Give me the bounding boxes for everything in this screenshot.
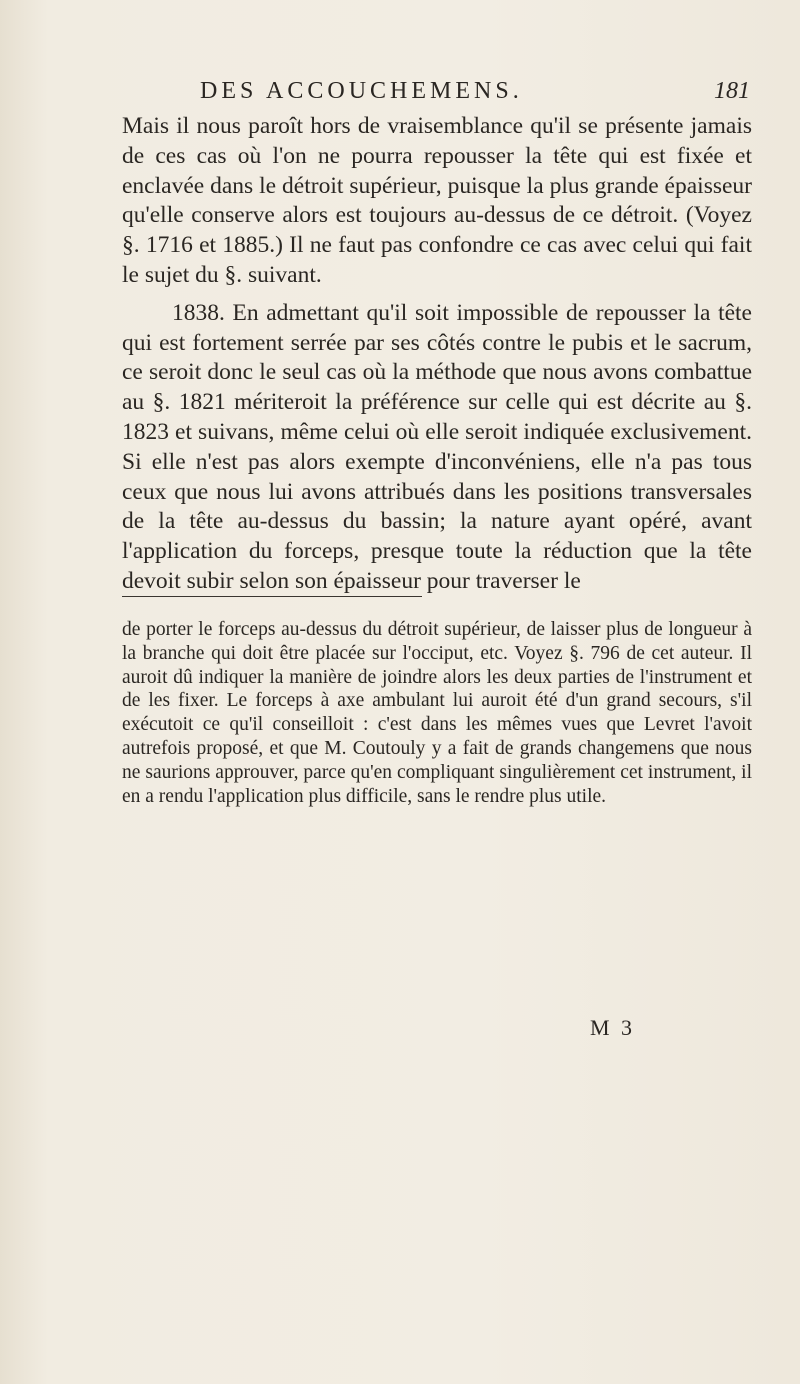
footnote-rule [122, 596, 422, 597]
main-text [122, 112, 752, 597]
footnote-text: de porter le forceps au-dessus du détroit supérieur, de laisser plus de longueur à la branche qui doit être placée sur l'occiput, etc. Voyez §. 796 de cet auteur. Il auroit dû indiquer la manière de joindre alors les deux parties de l'instrument et de les fixer. Le forceps à axe ambulant lui auroit été d'un grand secours, s'il exécutoit ce qu'il conseilloit : c'est dans les mêmes vues que Levret l'avoit autrefois proposé, et que M. Coutouly y a fait de grands changemens que nous ne saurions approuver, parce qu'en compliquant singulièrement cet instrument, il en a rendu l'application plus difficile, sans le rendre plus utile. [122, 619, 752, 807]
page-header [130, 78, 750, 110]
running-title: DES ACCOUCHEMENS. [200, 78, 523, 104]
paragraph-2: 1838. En admettant qu'il soit impossible de repousser la tête qui est fortement serrée par ses côtés contre le pubis et le sacrum, ce seroit donc le seul cas où la méthode que nous avons combattue au §. 1821 mériteroit la préférence sur celle qui est décrite au §. 1823 et suivans, même celui où elle seroit indiquée exclusivement. Si elle n'est pas alors exempte d'inconvéniens, elle n'a pas tous ceux que nous lui avons attribués dans les positions transversales de la tête au-dessus du bassin; la nature ayant opéré, avant l'application du forceps, presque toute la réduction que la tête devoit subir selon son épaisseur pour traverser le [122, 299, 752, 594]
signature-mark: M 3 [590, 1015, 636, 1040]
paragraph-1: Mais il nous paroît hors de vraisemblance qu'il se présente jamais de ces cas où l'on ne pourra repousser la tête qui est fixée et enclavée dans le détroit supérieur, puisque la plus grande épaisseur qu'elle conserve alors est toujours au-dessus de ce détroit. (Voyez §. 1716 et 1885.) Il ne faut pas confondre ce cas avec celui qui fait le sujet du §. suivant. [122, 113, 752, 288]
footnote [122, 618, 752, 808]
page-number: 181 [714, 78, 750, 104]
